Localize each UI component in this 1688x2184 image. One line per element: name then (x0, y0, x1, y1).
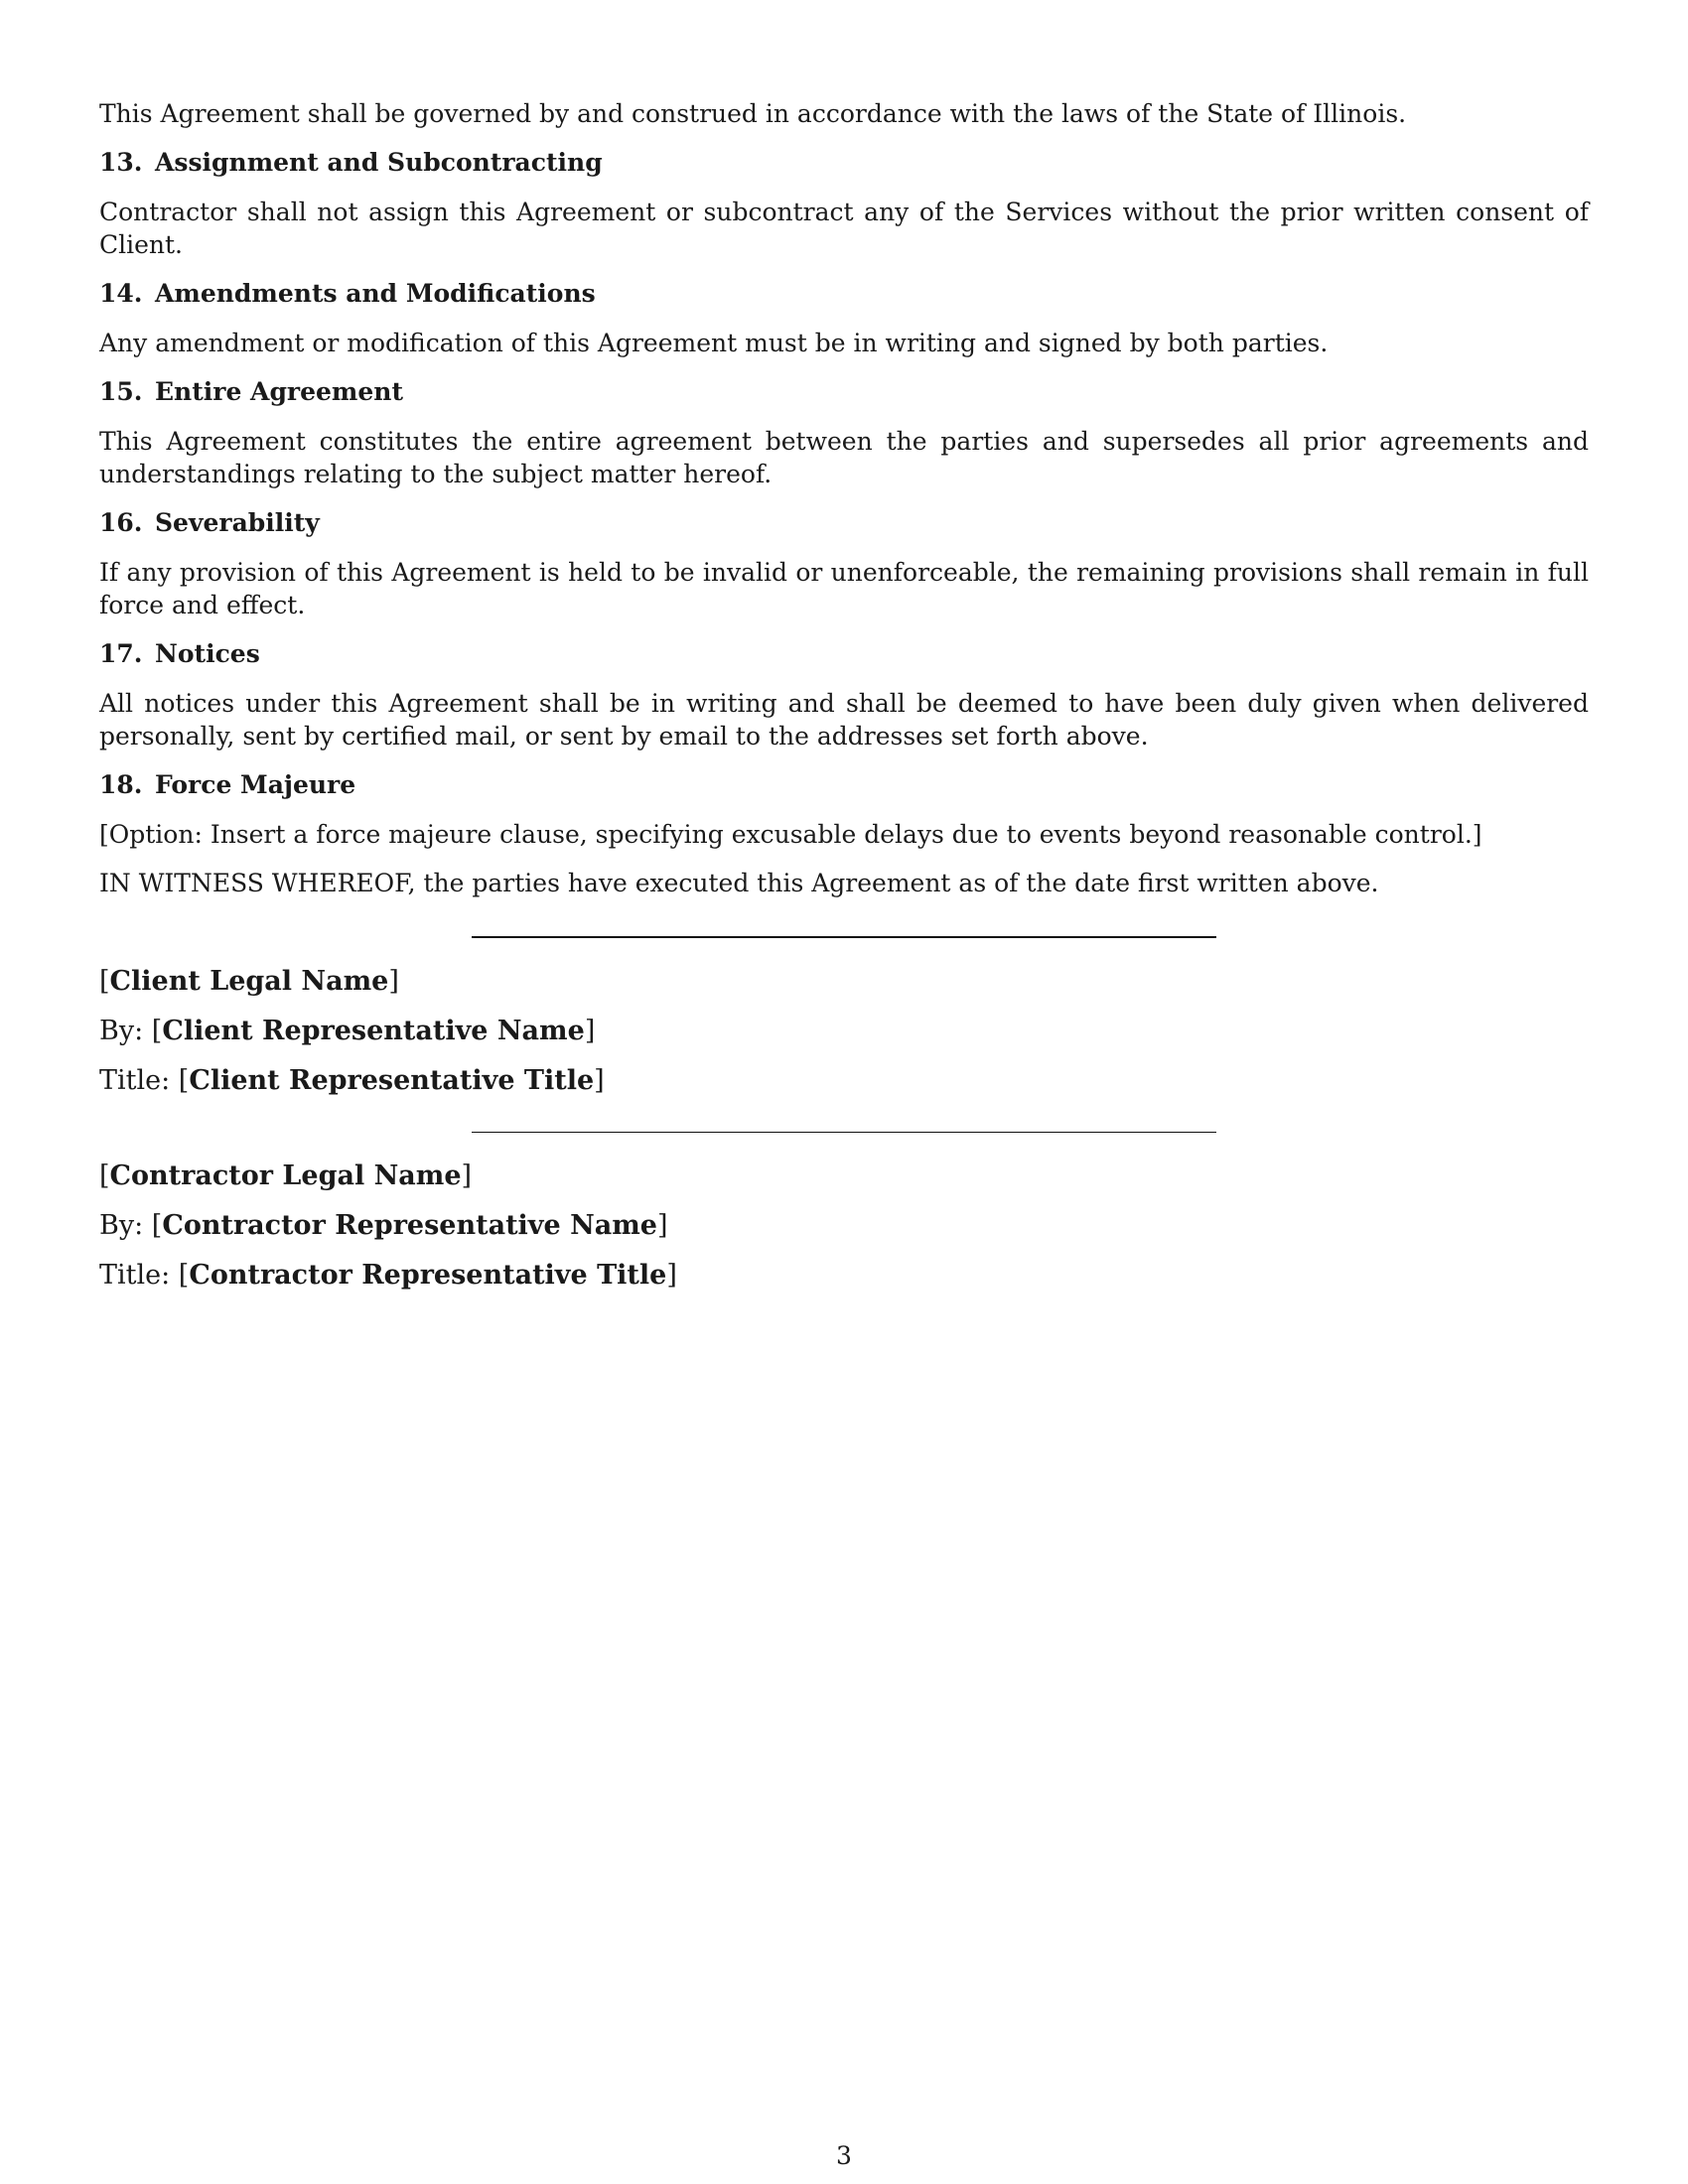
section-number: 13. (99, 148, 143, 177)
section-number: 18. (99, 770, 143, 799)
section-18-heading (99, 768, 1589, 801)
section-16-body: If any provision of this Agreement is held to be invalid or unenforceable, the remaining provisions shall remain in full force and effect. (99, 558, 1589, 619)
governing-law-paragraph: This Agreement shall be governed by and construed in accordance with the laws of the State of Illinois. (99, 99, 1407, 128)
section-14-body: Any amendment or modification of this Agreement must be in writing and signed by both parties. (99, 329, 1329, 357)
section-13-heading (99, 146, 1589, 179)
client-by-row: By: [Client Representative Name] (99, 1016, 596, 1046)
contractor-by-row: By: [Contractor Representative Name] (99, 1210, 668, 1241)
contractor-legal-name: [Contractor Legal Name] (99, 1160, 473, 1191)
client-legal-name: [Client Legal Name] (99, 966, 399, 997)
section-16-heading (99, 506, 1589, 539)
section-title: Amendments and Modifications (155, 279, 596, 308)
title-label: Title: (99, 1260, 171, 1291)
contractor-title-row: Title: [Contractor Representative Title] (99, 1260, 677, 1291)
section-number: 17. (99, 639, 143, 668)
by-label: By: (99, 1016, 144, 1046)
section-title: Force Majeure (155, 770, 356, 799)
contractor-representative-name: Contractor Representative Name (162, 1210, 657, 1241)
section-number: 15. (99, 377, 143, 406)
client-legal-name-value: Client Legal Name (109, 966, 389, 997)
section-17-body: All notices under this Agreement shall be in writing and shall be deemed to have been duly given when delivered personally, sent by certified mail, or sent by email to the addresses set forth above. (99, 689, 1589, 751)
page-number: 3 (836, 2141, 852, 2170)
by-label: By: (99, 1210, 144, 1241)
client-representative-title: Client Representative Title (189, 1065, 595, 1096)
client-title-row: Title: [Client Representative Title] (99, 1065, 605, 1096)
section-title: Notices (155, 639, 260, 668)
contractor-signature-line (472, 1132, 1216, 1133)
section-title: Entire Agreement (155, 377, 403, 406)
section-number: 14. (99, 279, 143, 308)
section-15-body: This Agreement constitutes the entire agreement between the parties and supersedes all prior agreements and understandings relating to the subject matter hereof. (99, 427, 1589, 488)
section-13-body: Contractor shall not assign this Agreement or subcontract any of the Services without the prior written consent of Client. (99, 198, 1589, 259)
contractor-legal-name-value: Contractor Legal Name (109, 1160, 462, 1191)
section-number: 16. (99, 508, 143, 537)
section-17-heading (99, 637, 1589, 670)
section-18-body: [Option: Insert a force majeure clause, specifying excusable delays due to events beyond reasonable control.] (99, 820, 1482, 849)
client-signature-line (472, 936, 1216, 938)
client-representative-name: Client Representative Name (162, 1016, 585, 1046)
contractor-representative-title: Contractor Representative Title (189, 1260, 667, 1291)
section-15-heading (99, 375, 1589, 408)
section-title: Assignment and Subcontracting (155, 148, 603, 177)
section-14-heading (99, 277, 1589, 310)
section-title: Severability (155, 508, 320, 537)
title-label: Title: (99, 1065, 171, 1096)
witness-statement: IN WITNESS WHEREOF, the parties have executed this Agreement as of the date first written above. (99, 869, 1379, 897)
document-body (99, 97, 1589, 1307)
